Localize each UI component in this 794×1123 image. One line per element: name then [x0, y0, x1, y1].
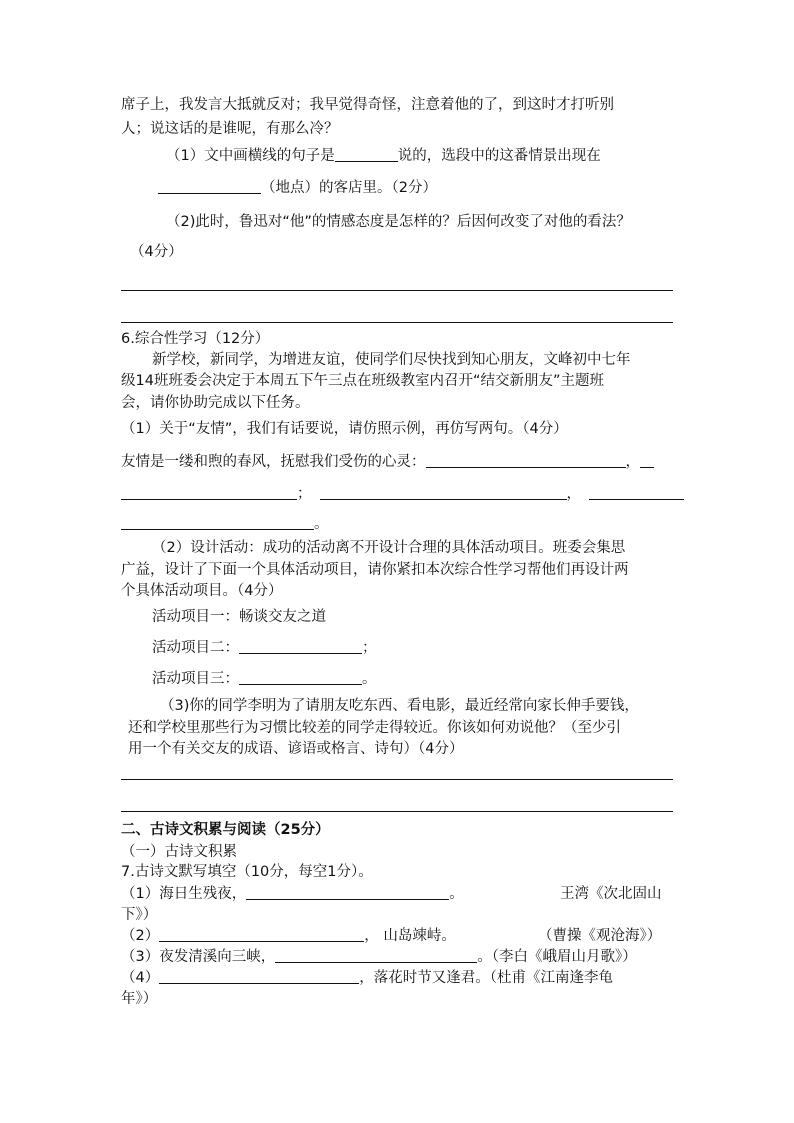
- answer-line-q6-2[interactable]: [121, 811, 673, 812]
- answer-blank-imitate-2a[interactable]: [320, 484, 567, 500]
- q6-title: 6.综合性学习（12分）: [121, 331, 270, 347]
- q6-intro-line-3: 会，请你协助完成以下任务。: [121, 395, 310, 411]
- q6-comma-2: ，: [566, 486, 581, 502]
- q6-part2-line-2: 广益，设计了下面一个具体活动项目，请你紧扣本次综合性学习帮他们再设计两: [121, 562, 629, 578]
- q7-line-4-end: 年》）: [121, 991, 158, 1007]
- answer-line-q6-1[interactable]: [121, 779, 673, 780]
- q7-line-1: [121, 884, 464, 904]
- answer-blank-activity-2[interactable]: [239, 638, 362, 654]
- q6-example-text: 友情是一缕和煦的春风，抚慰我们受伤的心灵: [121, 454, 411, 470]
- q7-line-1-prefix: （1）海日生残夜，: [121, 886, 247, 902]
- answer-blank-imitate-1c[interactable]: [121, 484, 297, 500]
- q7-line-1-source: 王湾《次北固山: [560, 886, 662, 902]
- q6-activity-3-period: 。: [362, 671, 377, 687]
- q6-activity-2-semicolon: ；: [362, 640, 377, 656]
- q7-line-1-source-end: 下》）: [121, 907, 158, 923]
- q7-line-2-suffix: ， 山岛竦峙。: [364, 928, 456, 944]
- answer-blank-activity-3[interactable]: [239, 669, 362, 685]
- q6-activity-2-label: 活动项目二：: [152, 640, 239, 656]
- section2-title: 二、古诗文积累与阅读（25分）: [121, 822, 330, 838]
- q7-line-4: [121, 968, 613, 988]
- q7-line-2-source: （曹操《观沧海》）: [538, 928, 662, 944]
- q6-example-line: [121, 452, 654, 472]
- q7-title: 7.古诗文默写填空（10分，每空1分）。: [121, 864, 373, 880]
- q6-comma-1: ，: [625, 454, 640, 470]
- q6-activity-2: [152, 638, 377, 658]
- section2-subtitle: （一）古诗文积累: [121, 844, 237, 860]
- q7-line-4-suffix: ，落花时节又逢君。（杜甫《江南逢李龟: [359, 970, 613, 986]
- answer-blank-imitate-2b[interactable]: [589, 484, 684, 500]
- q7-line-2-prefix: （2）: [121, 928, 160, 944]
- q5-part1-prefix: （1）文中画横线的句子是: [166, 148, 335, 164]
- q6-part3-line-2: 还和学校里那些行为习惯比较差的同学走得较近。你该如何劝说他？（至少引: [128, 720, 621, 736]
- q6-part3-line-1: （3)你的同学李明为了请朋友吃东西、看电影，最近经常向家长伸手要钱，: [160, 698, 639, 714]
- intro-line-2: 人；说这话的是谁呢，有那么冷？: [121, 121, 339, 137]
- q6-part3-line-3: 用一个有关交友的成语、谚语或格言、诗句）（4分）: [128, 741, 464, 757]
- q5-part1-suffix: 说的，选段中的这番情景出现在: [397, 148, 601, 164]
- q6-part2-line-1: （2）设计活动：成功的活动离不开设计合理的具体活动项目。班委会集思: [152, 540, 626, 556]
- q6-imitate-line-3: [121, 514, 329, 534]
- q5-part2-score: （4分）: [130, 244, 183, 260]
- q7-line-3-suffix: 。（李白《峨眉山月歌》）: [477, 949, 637, 965]
- answer-blank-imitate-2c[interactable]: [121, 514, 314, 530]
- answer-blank-poem-2[interactable]: [159, 926, 364, 942]
- q5-part1-line1: [166, 146, 601, 166]
- q5-part2-line1: （2)此时，鲁迅对“他”的情感态度是怎样的？后因何改变了对他的看法？: [166, 214, 631, 230]
- answer-blank-poem-1[interactable]: [246, 884, 449, 900]
- q6-activity-1: 活动项目一：畅谈交友之道: [152, 609, 326, 625]
- q6-intro-line-1: 新学校，新同学，为增进友谊，使同学们尽快找到知心朋友，文峰初中七年: [152, 352, 631, 368]
- q5-part1-location-text: （地点）的客店里。（2分）: [261, 180, 437, 196]
- answer-blank-poem-4[interactable]: [159, 968, 359, 984]
- answer-blank-speaker[interactable]: [335, 146, 398, 162]
- answer-blank-poem-3[interactable]: [275, 947, 477, 963]
- answer-line-q5-2[interactable]: [121, 322, 673, 323]
- intro-line-1: 席子上，我发言大抵就反对；我早觉得奇怪，注意着他的了，到这时才打听别: [121, 97, 614, 113]
- q6-part1: （1）关于“友情”，我们有话要说，请仿照示例，再仿写两句。（4分）: [121, 421, 568, 437]
- q7-line-3-prefix: （3）夜发清溪向三峡，: [121, 949, 276, 965]
- q6-activity-3-label: 活动项目三：: [152, 671, 239, 687]
- q6-example-colon: ：: [411, 454, 426, 470]
- q5-part1-line2: [158, 178, 437, 198]
- q6-semicolon: ；: [297, 486, 312, 502]
- q6-imitate-line-2: [121, 484, 684, 504]
- q7-line-3: [121, 947, 637, 967]
- q7-line-2: [121, 926, 456, 946]
- answer-blank-imitate-1b[interactable]: [640, 452, 654, 468]
- q7-line-1-period: 。: [449, 886, 464, 902]
- q6-activity-3: [152, 669, 377, 689]
- q7-line-4-prefix: （4）: [121, 970, 160, 986]
- answer-blank-location[interactable]: [158, 178, 261, 194]
- q6-part2-line-3: 个具体活动项目。（4分）: [121, 583, 283, 599]
- q6-period-1: 。: [314, 516, 329, 532]
- answer-line-q5-1[interactable]: [121, 290, 673, 291]
- answer-blank-imitate-1a[interactable]: [426, 452, 626, 468]
- q6-intro-line-2: 级14班班委会决定于本周五下午三点在班级教室内召开“结交新朋友”主题班: [121, 373, 604, 389]
